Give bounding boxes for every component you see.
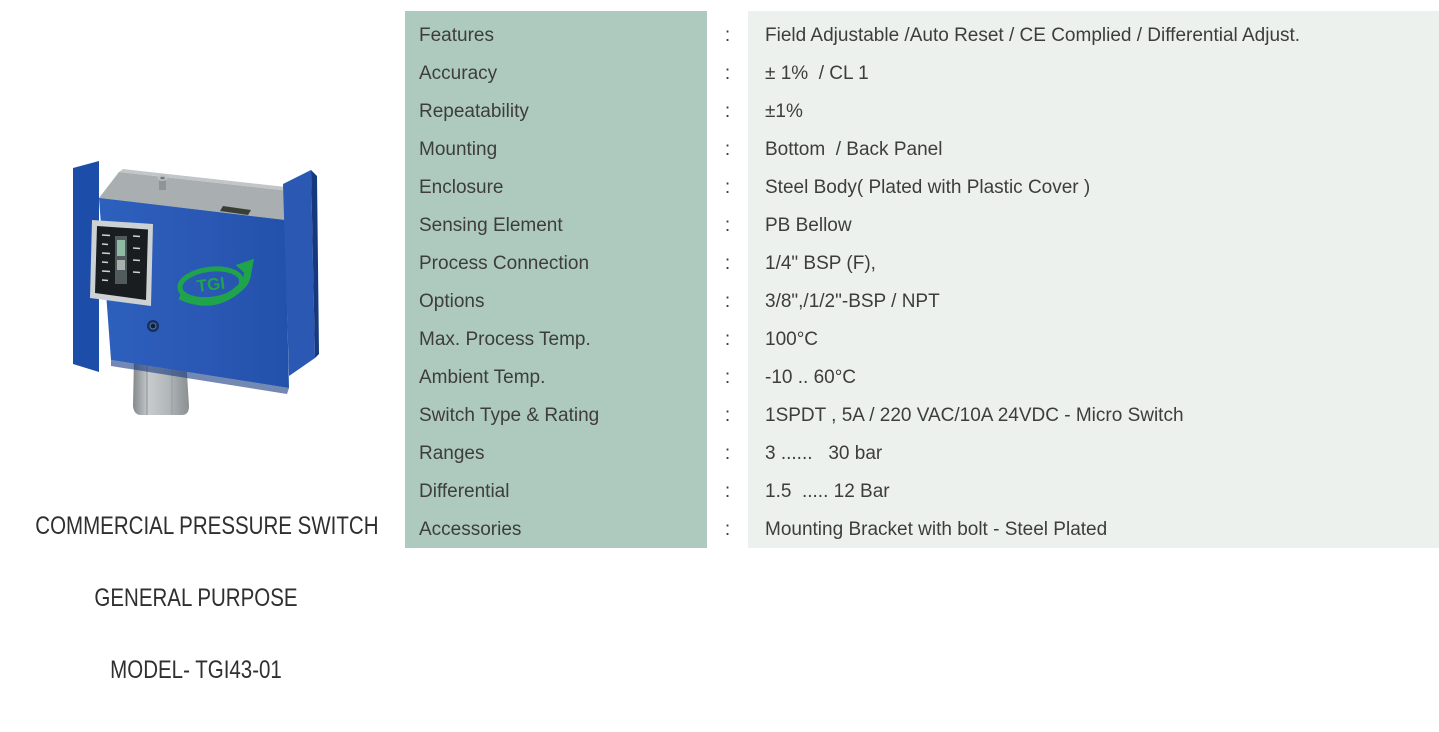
spec-value: 3/8",/1/2"-BSP / NPT bbox=[765, 291, 940, 312]
spec-colon: : bbox=[724, 481, 731, 502]
spec-label: Ranges bbox=[419, 443, 485, 464]
spec-row bbox=[405, 473, 1439, 511]
spec-colon: : bbox=[724, 253, 731, 274]
spec-label: Accessories bbox=[419, 519, 522, 540]
spec-label: Options bbox=[419, 291, 485, 312]
tgi-logo-text: TGI bbox=[195, 273, 227, 296]
spec-row bbox=[405, 245, 1439, 283]
spec-value: 3 ...... 30 bar bbox=[765, 443, 883, 464]
spec-row bbox=[405, 397, 1439, 435]
spec-value: 1.5 ..... 12 Bar bbox=[765, 481, 890, 502]
spec-label: Process Connection bbox=[419, 253, 590, 274]
spec-colon: : bbox=[724, 215, 731, 236]
spec-label: Accuracy bbox=[419, 63, 498, 84]
spec-colon: : bbox=[724, 329, 731, 350]
product-caption bbox=[35, 466, 379, 730]
spec-colon: : bbox=[724, 139, 731, 160]
spec-row bbox=[405, 131, 1439, 169]
spec-row bbox=[405, 283, 1439, 321]
spec-value: Field Adjustable /Auto Reset / CE Complied / Differential Adjust. bbox=[765, 25, 1301, 46]
spec-colon: : bbox=[724, 519, 731, 540]
spec-row bbox=[405, 359, 1439, 397]
spec-row bbox=[405, 169, 1439, 207]
spec-row bbox=[405, 17, 1439, 55]
spec-row bbox=[405, 321, 1439, 359]
spec-value: 1SPDT , 5A / 220 VAC/10A 24VDC - Micro Switch bbox=[765, 405, 1184, 426]
spec-colon: : bbox=[724, 63, 731, 84]
spec-label: Switch Type & Rating bbox=[419, 405, 600, 426]
spec-colon: : bbox=[724, 443, 731, 464]
spec-table bbox=[405, 11, 1439, 548]
spec-label: Differential bbox=[419, 481, 510, 502]
spec-value: PB Bellow bbox=[765, 215, 852, 236]
spec-value: 100°C bbox=[765, 329, 819, 350]
spec-colon: : bbox=[724, 177, 731, 198]
spec-row bbox=[405, 435, 1439, 473]
spec-label: Enclosure bbox=[419, 177, 504, 198]
pressure-switch-image bbox=[55, 136, 323, 428]
front-screw bbox=[147, 320, 159, 332]
spec-label: Ambient Temp. bbox=[419, 367, 546, 388]
scale-window bbox=[90, 220, 153, 306]
product-figure bbox=[0, 0, 400, 684]
spec-value: ±1% bbox=[765, 101, 803, 122]
caption-line-3: MODEL- TGI43-01 bbox=[110, 656, 282, 684]
spec-label: Max. Process Temp. bbox=[419, 329, 591, 350]
spec-value: 1/4" BSP (F), bbox=[765, 253, 876, 274]
spec-row bbox=[405, 93, 1439, 131]
spec-label: Sensing Element bbox=[419, 215, 563, 236]
caption-line-1: COMMERCIAL PRESSURE SWITCH bbox=[35, 512, 379, 540]
spec-row bbox=[405, 207, 1439, 245]
spec-value: ± 1% / CL 1 bbox=[765, 63, 869, 84]
spec-colon: : bbox=[724, 405, 731, 426]
spec-value: -10 .. 60°C bbox=[765, 367, 857, 388]
spec-colon: : bbox=[724, 291, 731, 312]
spec-value: Steel Body( Plated with Plastic Cover ) bbox=[765, 177, 1091, 198]
spec-colon: : bbox=[724, 101, 731, 122]
spec-colon: : bbox=[724, 25, 731, 46]
caption-line-2: GENERAL PURPOSE bbox=[94, 584, 298, 612]
spec-label: Mounting bbox=[419, 139, 498, 160]
right-flange bbox=[283, 170, 319, 376]
spec-value: Mounting Bracket with bolt - Steel Plated bbox=[765, 519, 1108, 540]
spec-row bbox=[405, 55, 1439, 93]
spec-row bbox=[405, 511, 1439, 549]
spec-label: Repeatability bbox=[419, 101, 529, 122]
spec-colon: : bbox=[724, 367, 731, 388]
top-screw bbox=[158, 175, 168, 190]
spec-value: Bottom / Back Panel bbox=[765, 139, 943, 160]
spec-label: Features bbox=[419, 25, 494, 46]
